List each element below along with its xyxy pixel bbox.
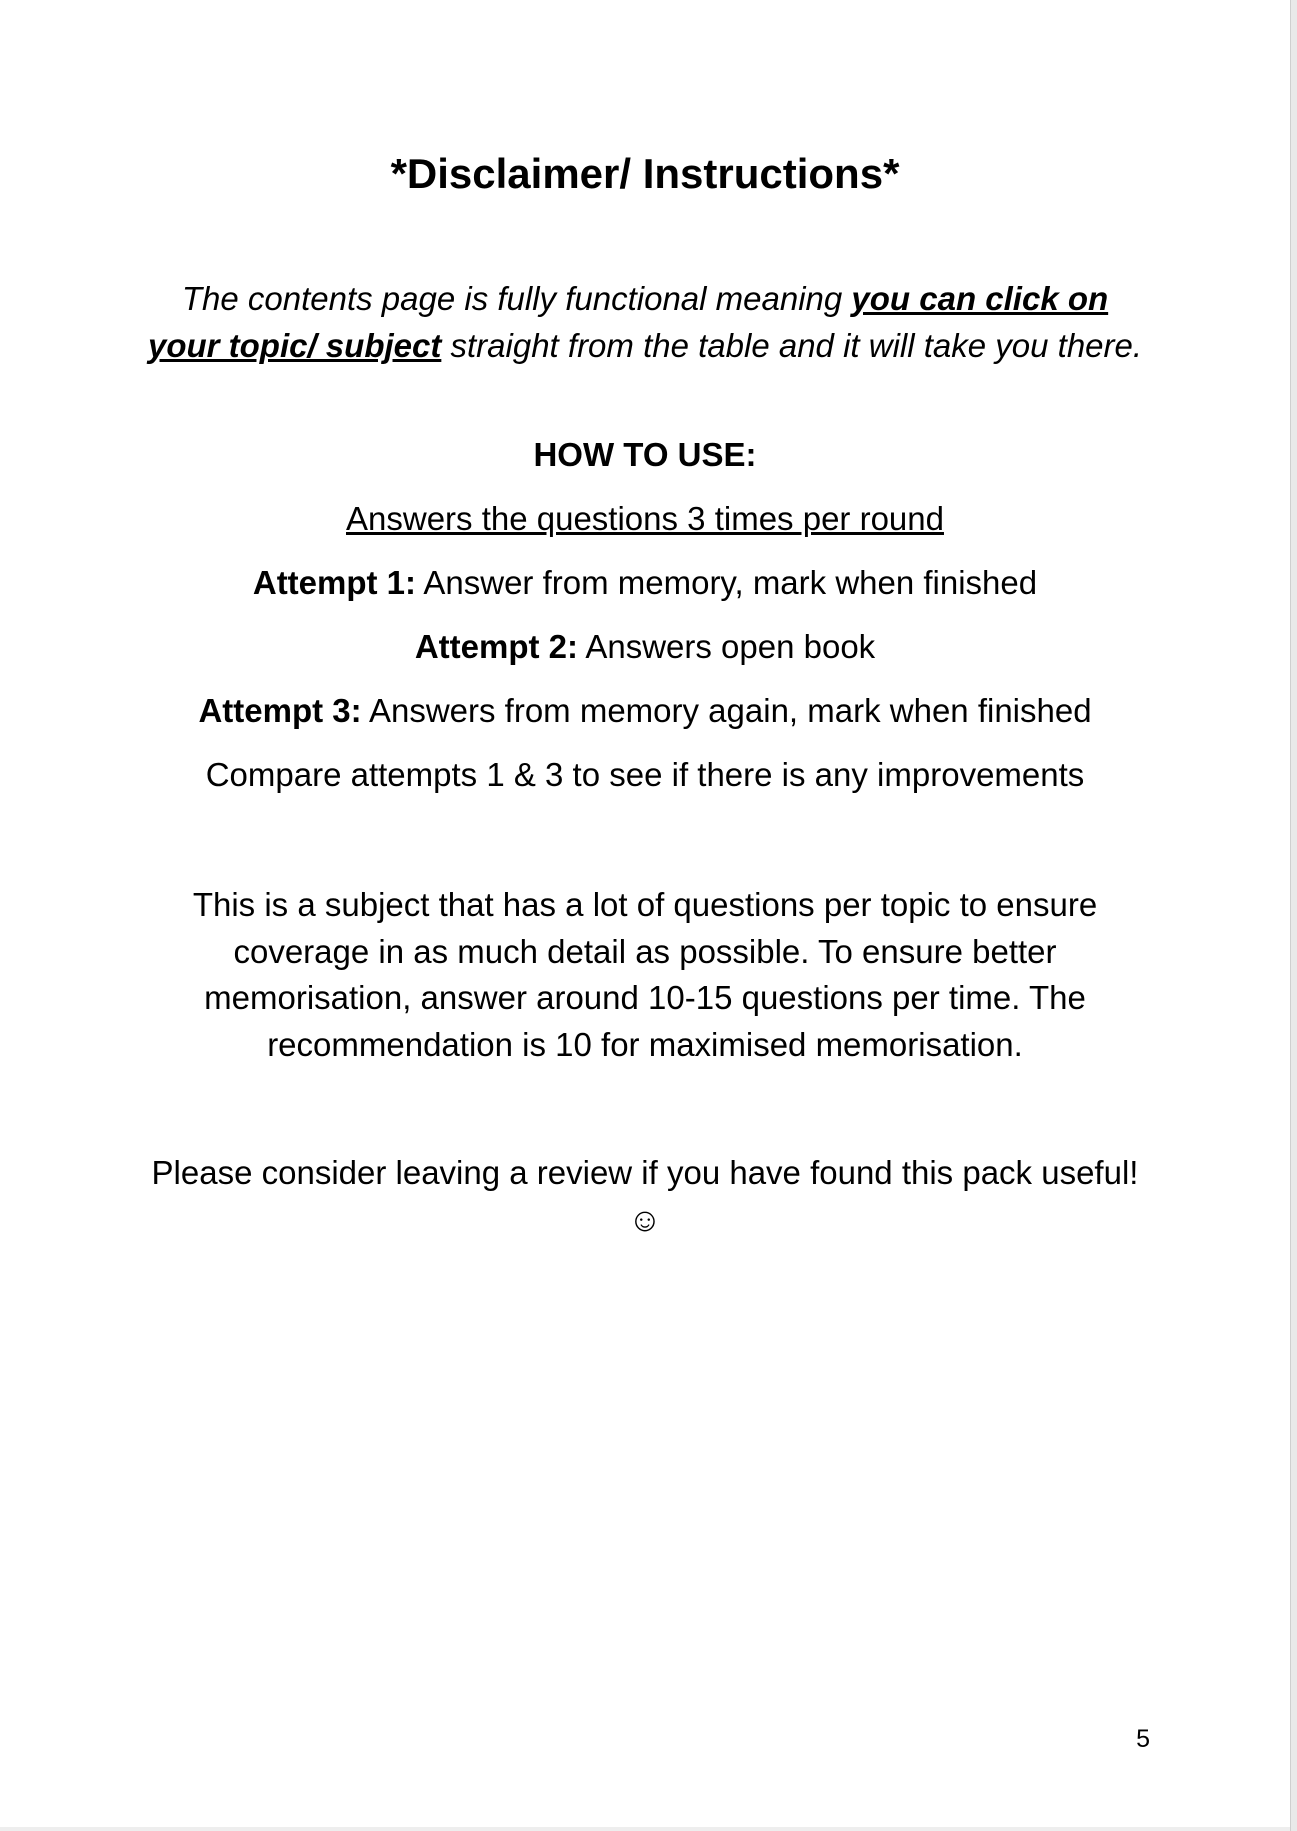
- attempt-3-text: Answers from memory again, mark when finished: [361, 692, 1092, 729]
- page-bottom-edge: [0, 1827, 1290, 1831]
- attempt-2: [145, 624, 1145, 671]
- page-number: 5: [1136, 1725, 1150, 1753]
- attempt-1-text: Answer from memory, mark when finished: [416, 564, 1038, 601]
- attempt-1: [145, 560, 1145, 607]
- attempt-3-label: Attempt 3:: [198, 692, 362, 729]
- intro-paragraph: [145, 276, 1145, 369]
- intro-lead: The contents page is fully functional meaning: [181, 280, 852, 317]
- compare-instruction: Compare attempts 1 & 3 to see if there is any improvements: [205, 756, 1085, 793]
- how-to-use-rule: Answers the questions 3 times per round: [346, 500, 944, 537]
- subject-note-paragraph: This is a subject that has a lot of questions per topic to ensure coverage in as much detail as possible. To ensure better memorisation, answer around 10-15 questions per time. The recommendation is 10 for maximised memorisation.: [192, 886, 1098, 1063]
- page-title: *Disclaimer/ Instructions*: [390, 150, 900, 197]
- attempt-2-text: Answers open book: [577, 628, 876, 665]
- review-request: Please consider leaving a review if you have found this pack useful! ☺: [151, 1154, 1139, 1238]
- intro-emphasis: you can click on your topic/ subject: [147, 280, 1109, 364]
- how-to-use-heading: HOW TO USE:: [533, 436, 757, 473]
- attempt-1-label: Attempt 1:: [252, 564, 417, 601]
- page-edge-scrollbar: [1290, 0, 1297, 1831]
- attempt-3: [145, 688, 1145, 735]
- intro-tail: straight from the table and it will take you there.: [441, 326, 1143, 364]
- attempt-2-label: Attempt 2:: [414, 628, 578, 665]
